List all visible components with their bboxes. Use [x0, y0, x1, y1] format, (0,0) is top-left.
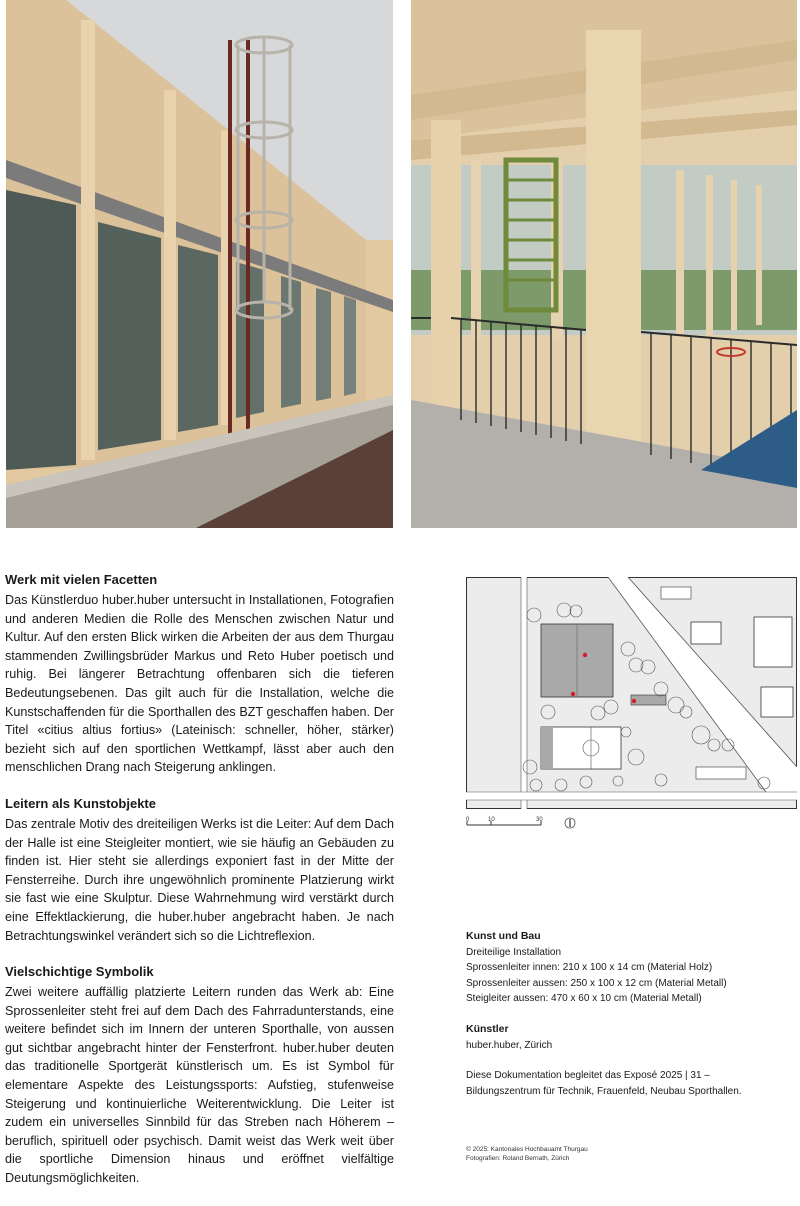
scale-label-0: 0 — [466, 817, 470, 823]
info-documentation-note — [466, 1068, 786, 1099]
article-section-leitern — [5, 795, 394, 945]
article-column — [5, 571, 394, 1206]
info-line: Sprossenleiter aussen: 250 x 100 x 12 cm (Material Metall) — [466, 977, 727, 989]
section-body: Das Künstlerduo huber.huber untersucht in Installationen, Fotografien und anderen Medien die Rolle des Menschen zwischen Natur und Kultur. Auf den ersten Blick wirken die Arbeiten der aus dem Thurgau stammenden Zwillingsbrüder Markus und Reto Huber poetisch und ruhig. Bei längerer Betrachtung offenbaren sich die tieferen Bedeutungsebenen. Das gilt auch für die Installation, welche die Kunstschaffenden für die Sporthallen des BZT geschaffen haben. Der Titel «citius altius fortius» (Lateinisch: schneller, höher, stärker) bezieht sich auf den sportlichen Wettkampf, lässt aber auch den menschlichen Drang nach Steigerung anklingen. — [5, 593, 394, 775]
doku-line: Diese Dokumentation begleitet das Exposé 2025 | 31 – — [466, 1070, 710, 1081]
info-heading: Kunst und Bau — [466, 930, 541, 942]
artwork-marker-facade — [571, 692, 575, 696]
photo-interior-gallery — [411, 0, 797, 528]
artwork-marker-bike-shelter — [632, 699, 636, 703]
doku-line: Bildungszentrum für Technik, Frauenfeld, Neubau Sporthallen. — [466, 1085, 742, 1097]
section-heading: Werk mit vielen Facetten — [5, 572, 158, 587]
interior-image — [411, 0, 797, 528]
info-heading: Künstler — [466, 1023, 509, 1035]
photo-credit-line: Fotografien: Roland Bernath, Zürich — [466, 1155, 570, 1162]
info-line: Steigleiter aussen: 470 x 60 x 10 cm (Material Metall) — [466, 993, 702, 1004]
site-plan — [466, 577, 797, 809]
info-line: Sprossenleiter innen: 210 x 100 x 14 cm (Material Holz) — [466, 962, 713, 973]
article-section-symbolik — [5, 963, 394, 1188]
artwork-marker-interior — [583, 653, 587, 657]
info-kuenstler — [466, 1022, 786, 1053]
facade-image — [6, 0, 393, 528]
info-line: Dreiteilige Installation — [466, 946, 562, 958]
scale-bar-graphic — [466, 815, 586, 833]
info-kunst-und-bau — [466, 929, 786, 1007]
section-heading: Vielschichtige Symbolik — [5, 964, 154, 980]
section-heading: Leitern als Kunstobjekte — [5, 795, 156, 811]
credits — [466, 1145, 588, 1163]
copyright-line: © 2025: Kantonales Hochbauamt Thurgau — [466, 1146, 588, 1153]
map-scale-bar — [466, 815, 586, 833]
section-body: Zwei weitere auffällig platzierte Leitern runden das Werk ab: Eine Sprossenleiter steht frei auf dem Dach des Fahrradunterstands, eine weitere befindet sich im Innern der unteren Sporthalle, von aussen gut sichtbar angebracht hinter der Fensterfront. huber.huber deuten das traditionelle Sportgerät künstlerisch um. Es ist Symbol für elementare Aspekte des Leistungssports: Aufstieg, stufenweise Steigerung und kontinuierliche Weiterentwicklung. Die Leiter ist zudem ein universelles Sinnbild für das Streben nach Höherem – beruflich, spirituell oder psychisch. Damit weist das Werk weit über die sportliche Dimension hinaus und eröffnet vielfältige Deutungsmöglichkeiten. — [5, 985, 394, 1186]
scale-label-30: 30 — [536, 817, 543, 823]
scale-label-10: 10 — [488, 817, 495, 823]
article-section-facetten — [5, 571, 394, 777]
artist-name: huber.huber, Zürich — [466, 1039, 553, 1051]
photo-facade-ladder — [6, 0, 393, 528]
site-plan-drawing — [466, 577, 797, 809]
section-body: Das zentrale Motiv des dreiteiligen Werks ist die Leiter: Auf dem Dach der Halle ist eine Steigleiter montiert, wie sie häufig an Gebäuden zu finden ist. Hier steht sie allerdings exponiert fast in der Mitte der Fensterreihe. Durch ihre ungewöhnlich prominente Platzierung wirkt sie fast wie eine Skulptur. Diese Wahrnehmung wird verstärkt durch eine Effektlackierung, die huber.huber angebracht haben. Je nach Betrachtungswinkel verändert sich so die Lichtreflexion. — [5, 816, 394, 943]
